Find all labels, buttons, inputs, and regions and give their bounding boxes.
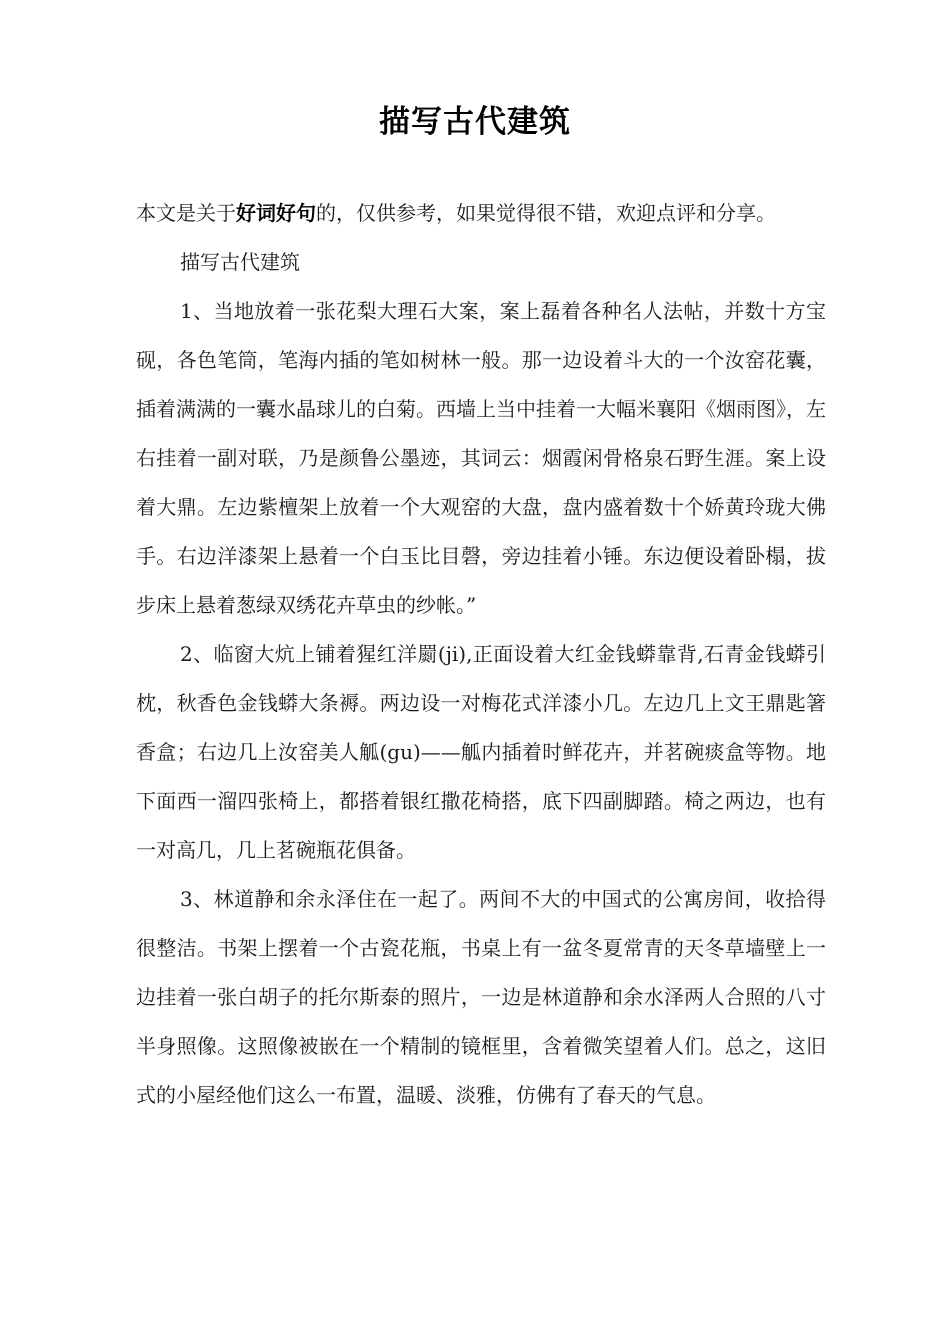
paragraph-1: 1、当地放着一张花梨大理石大案，案上磊着各种名人法帖，并数十方宝砚，各色笔筒，笔海内插的笔如树林一般。那一边设着斗大的一个汝窑花囊，插着满满的一囊水晶球儿的白菊。西墙上当中挂着一大幅米襄阳《烟雨图》，左右挂着一副对联，乃是颜鲁公墨迹，其词云：烟霞闲骨格泉石野生涯。案上设着大鼎。左边紫檀架上放着一个大观窑的大盘，盘内盛着数十个娇黄玲珑大佛手。右边洋漆架上悬着一个白玉比目磬，旁边挂着小锤。东边便设着卧榻，拔步床上悬着葱绿双绣花卉草虫的纱帐。”	[136, 299, 826, 617]
intro-before-text: 本文是关于	[136, 201, 236, 225]
paragraph-2: 2、临窗大炕上铺着猩红洋罽(ji),正面设着大红金钱蟒靠背,石青金钱蟒引枕，秋香色金钱蟒大条褥。两边设一对梅花式洋漆小几。左边几上文王鼎匙箸香盒；右边几上汝窑美人觚(gu)——觚内插着时鲜花卉，并茗碗痰盒等物。地下面西一溜四张椅上，都搭着银红撒花椅搭，底下四副脚踏。椅之两边，也有一对高几，几上茗碗瓶花俱备。	[136, 642, 826, 862]
paragraph-3: 3、林道静和余永泽住在一起了。两间不大的中国式的公寓房间，收拾得很整洁。书架上摆着一个古瓷花瓶，书桌上有一盆冬夏常青的天冬草墙壁上一边挂着一张白胡子的托尔斯泰的照片，一边是林道静和余水泽两人合照的八寸半身照像。这照像被嵌在一个精制的镜框里，含着微笑望着人们。总之，这旧式的小屋经他们这么一布置，温暖、淡雅，仿佛有了春天的气息。	[136, 887, 826, 1107]
document-body	[136, 189, 826, 1120]
document-title: 描写古代建筑	[379, 104, 571, 140]
section-subtitle: 描写古代建筑	[180, 250, 300, 274]
intro-after-text: 的，仅供参考，如果觉得很不错，欢迎点评和分享。	[316, 201, 776, 225]
intro-paragraph	[136, 189, 826, 238]
intro-keyword: 好词好句	[236, 201, 316, 225]
